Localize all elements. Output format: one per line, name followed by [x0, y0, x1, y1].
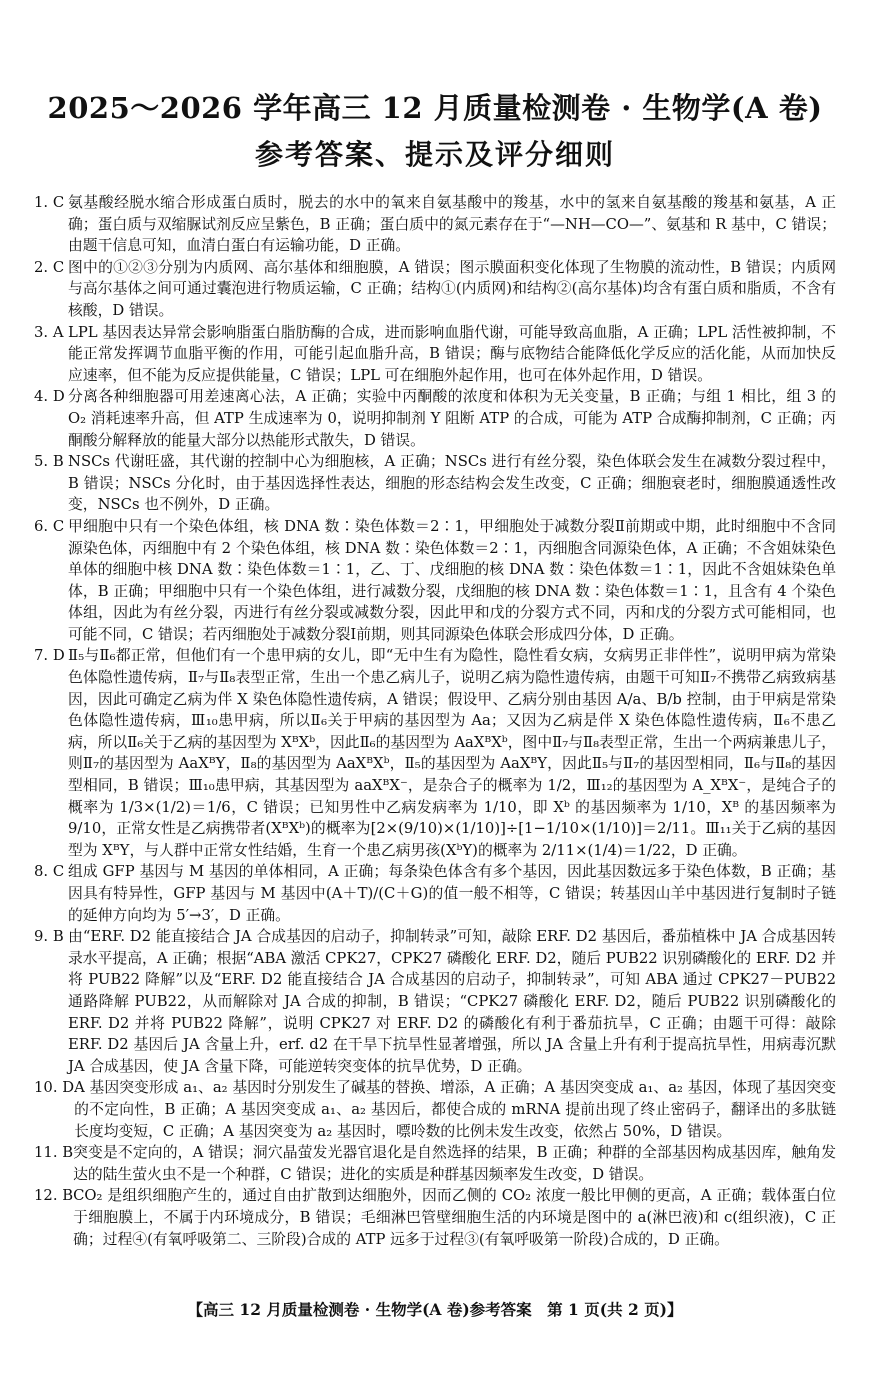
answer-item-3 — [34, 322, 836, 387]
answer-item-12 — [34, 1185, 836, 1250]
answer-number: 5. B — [34, 453, 64, 471]
answer-explanation: 由“ERF. D2 能直接结合 JA 合成基因的启动子，抑制转录”可知，敲除 ERF. D2 基因后，番茄植株中 JA 合成基因转录水平提高，A 正确；根据“ABA 激活 CPK27，CPK27 磷酸化 ERF. D2，随后 PUB22 识别磷酸化的 ERF. D2 并将 PUB22 降解”以及“ERF. D2 能直接结合 JA 合成基因的启动子，抑制转录”，可知 ABA 通过 CPK27－PUB22 通路降解 PUB22，从而解除对 JA 合成的抑制，B 错误；“CPK27 磷酸化 ERF. D2，随后 PUB22 识别磷酸化的 ERF. D2 并将 PUB22 降解”，说明 CPK27 对 ERF. D2 的磷酸化有利于番茄抗旱，C 正确；由题干可得：敲除 ERF. D2 基因后 JA 含量上升，erf. d2 在干旱下抗旱性显著增强，所以 JA 含量上升有利于提高抗旱性，用病毒沉默 JA 合成基因，使 JA 含量下降，可能逆转突变体的抗旱优势，D 正确。 — [68, 928, 836, 1075]
answer-number: 7. D — [34, 647, 65, 665]
answer-item-9 — [34, 926, 836, 1077]
answer-number: 6. C — [34, 517, 65, 535]
answer-explanation: NSCs 代谢旺盛，其代谢的控制中心为细胞核，A 正确；NSCs 进行有丝分裂，染色体联会发生在减数分裂过程中，B 错误；NSCs 分化时，由于基因选择性表达，细胞的形态结构会发生改变，C 正确；细胞衰老时，细胞膜通透性改变，NSCs 也不例外，D 正确。 — [68, 453, 836, 514]
answer-explanation: 甲细胞中只有一个染色体组，核 DNA 数∶染色体数＝2∶1，甲细胞处于减数分裂Ⅱ前期或中期，此时细胞中不含同源染色体，丙细胞中有 2 个染色体组，核 DNA 数∶染色体数＝2∶1，丙细胞含同源染色体，A 正确；不含姐妹染色单体的细胞中核 DNA 数∶染色体数＝1∶1，乙、丁、戊细胞的核 DNA 数∶染色体数＝1∶1，因此不含姐妹染色单体，B 正确；甲细胞中只有一个染色体组，进行减数分裂，戊细胞的核 DNA 数∶染色体数＝1∶1，且含有 4 个染色体组，因此为有丝分裂，丙进行有丝分裂或减数分裂，因此甲和戊的分裂方式不同，丙和戊的分裂方式可能相同，也可能不同，C 错误；若丙细胞处于减数分裂Ⅰ前期，则其同源染色体联会形成四分体，D 正确。 — [68, 517, 836, 643]
answer-item-2 — [34, 257, 836, 322]
answer-item-6 — [34, 516, 836, 646]
page-footer: 【高三 12 月质量检测卷 · 生物学(A 卷)参考答案 第 1 页(共 2 页)】 — [187, 1300, 683, 1319]
answer-item-11 — [34, 1142, 836, 1185]
answer-number: 8. C — [34, 863, 65, 881]
answer-explanation: 分离各种细胞器可用差速离心法，A 正确；实验中丙酮酸的浓度和体积为无关变量，B 正确；与组 1 相比，组 3 的 O₂ 消耗速率升高，但 ATP 生成速率为 0，说明抑制剂 Y 阻断 ATP 的合成，可能为 ATP 合成酶抑制剂，C 正确；丙酮酸分解释放的能量大部分以热能形式散失，D 错误。 — [68, 388, 836, 449]
answer-explanation: A 基因突变形成 a₁、a₂ 基因时分别发生了碱基的替换、增添，A 正确；A 基因突变成 a₁、a₂ 基因，体现了基因突变的不定向性，B 正确；A 基因突变成 a₁、a₂ 基因后，都使合成的 mRNA 提前出现了终止密码子，翻译出的多肽链长度均变短，C 正确；A 基因突变为 a₂ 基因时，嘌呤数的比例未发生改变，依然占 50%，D 错误。 — [74, 1079, 836, 1140]
answer-item-10 — [34, 1077, 836, 1142]
answer-number: 3. A — [34, 323, 64, 341]
answer-item-4 — [34, 386, 836, 451]
answer-number: 10. D — [34, 1079, 75, 1097]
answer-number: 2. C — [34, 258, 65, 276]
answer-item-8 — [34, 861, 836, 926]
answer-explanation: 组成 GFP 基因与 M 基因的单体相同，A 正确；每条染色体含有多个基因，因此基因数远多于染色体数，B 正确；基因具有特异性，GFP 基因与 M 基因中(A＋T)/(C＋G)的值一般不相等，C 错误；转基因山羊中基因进行复制时子链的延伸方向均为 5′→3′，D 正确。 — [68, 863, 836, 924]
answer-number: 12. B — [34, 1187, 74, 1205]
answer-number: 9. B — [34, 928, 64, 946]
answer-explanation: 图中的①②③分别为内质网、高尔基体和细胞膜，A 错误；图示膜面积变化体现了生物膜的流动性，B 错误；内质网与高尔基体之间可通过囊泡进行物质运输，C 正确；结构①(内质网)和结构②(高尔基体)均含有蛋白质和脂质，不含有核酸，D 错误。 — [68, 258, 836, 319]
answer-explanation: CO₂ 是组织细胞产生的，通过自由扩散到达细胞外，因而乙侧的 CO₂ 浓度一般比甲侧的更高，A 正确；载体蛋白位于细胞膜上，不属于内环境成分，B 错误；毛细淋巴管壁细胞生活的内环境是图中的 a(淋巴液)和 c(组织液)，C 正确；过程④(有氧呼吸第二、三阶段)合成的 ATP 远多于过程③(有氧呼吸第一阶段)合成的，D 正确。 — [73, 1187, 836, 1248]
answer-explanation: 氨基酸经脱水缩合形成蛋白质时，脱去的水中的氧来自氨基酸中的羧基，水中的氢来自氨基酸的羧基和氨基，A 正确；蛋白质与双缩脲试剂反应呈紫色，B 正确；蛋白质中的氮元素存在于“—NH—CO—”、氨基和 R 基中，C 错误；由题干信息可知，血清白蛋白有运输功能，D 正确。 — [68, 194, 836, 255]
answer-number: 4. D — [34, 388, 65, 406]
answer-number: 1. C — [34, 194, 65, 211]
answer-list — [34, 192, 836, 1250]
answer-item-1 — [34, 192, 836, 257]
page-title: 2025～2026 学年高三 12 月质量检测卷 · 生物学(A 卷) — [47, 91, 823, 125]
answer-explanation: 突变是不定向的，A 错误；洞穴晶萤发光器官退化是自然选择的结果，B 正确；种群的全部基因构成基因库，触角发达的陆生萤火虫不是一个种群，C 错误；进化的实质是种群基因频率发生改变，D 错误。 — [73, 1144, 836, 1183]
page-subtitle: 参考答案、提示及评分细则 — [254, 138, 615, 171]
answer-item-7 — [34, 645, 836, 861]
answer-number: 11. B — [34, 1144, 74, 1162]
answer-explanation: Ⅱ₅与Ⅱ₆都正常，但他们有一个患甲病的女儿，即“无中生有为隐性，隐性看女病，女病男正非伴性”，说明甲病为常染色体隐性遗传病，Ⅱ₇与Ⅱ₈表型正常，生出一个患乙病儿子，说明乙病为隐性遗传病，由题干可知Ⅱ₇不携带乙病致病基因，因此可确定乙病为伴 X 染色体隐性遗传病，A 错误；假设甲、乙病分别由基因 A/a、B/b 控制，由于甲病是常染色体隐性遗传病，Ⅲ₁₀患甲病，所以Ⅱ₆关于甲病的基因型为 Aa；又因为乙病是伴 X 染色体隐性遗传病，Ⅱ₆不患乙病，所以Ⅱ₆关于乙病的基因型为 XᴮXᵇ，因此Ⅱ₆的基因型为 AaXᴮXᵇ，图中Ⅱ₇与Ⅱ₈表型正常，生出一个两病兼患儿子，则Ⅱ₇的基因型为 AaXᴮY，Ⅱ₈的基因型为 AaXᴮXᵇ，Ⅱ₅的基因型为 AaXᴮY，因此Ⅱ₅与Ⅱ₇的基因型相同，Ⅱ₆与Ⅱ₈的基因型相同，B 错误；Ⅲ₁₀患甲病，其基因型为 aaXᴮX⁻，是杂合子的概率为 1/2，Ⅲ₁₂的基因型为 A_XᴮX⁻，是纯合子的概率为 1/3×(1/2)＝1/6，C 错误；已知男性中乙病发病率为 1/10，即 Xᵇ 的基因频率为 1/10，Xᴮ 的基因频率为 9/10，正常女性是乙病携带者(XᴮXᵇ)的概率为[2×(9/10)×(1/10)]÷[1−1/10×(1/10)]＝2/11。Ⅲ₁₁关于乙病的基因型为 XᴮY，与人群中正常女性结婚，生育一个患乙病男孩(XᵇY)的概率为 2/11×(1/4)＝1/22，D 正确。 — [68, 647, 836, 859]
answer-explanation: LPL 基因表达异常会影响脂蛋白脂肪酶的合成，进而影响血脂代谢，可能导致高血脂，A 正确；LPL 活性被抑制，不能正常发挥调节血脂平衡的作用，可能引起血脂升高，B 错误；酶与底物结合能降低化学反应的活化能，从而加快反应速率，但不能为反应提供能量，C 错误；LPL 可在细胞外起作用，也可在体外起作用，D 错误。 — [68, 323, 836, 384]
answer-item-5 — [34, 451, 836, 516]
